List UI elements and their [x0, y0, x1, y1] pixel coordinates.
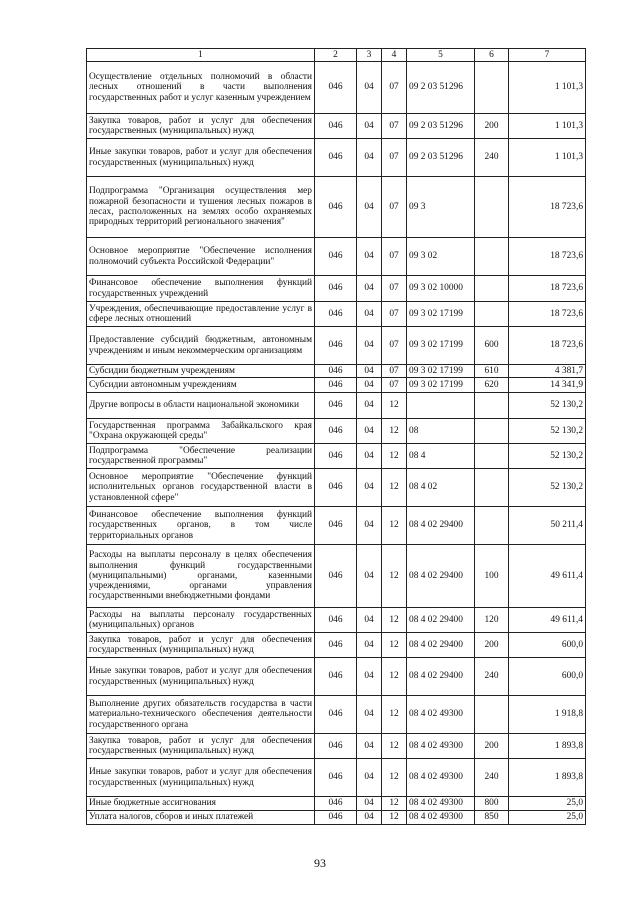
- cell-ministry: 046: [315, 734, 357, 759]
- cell-ministry: 046: [315, 545, 357, 608]
- table-row: [87, 759, 586, 797]
- cell-amount: 1 893,8: [509, 734, 586, 759]
- cell-expense-type: [475, 469, 509, 507]
- cell-target-item: 08 4 02 29400: [407, 608, 475, 633]
- cell-section: 04: [357, 378, 382, 393]
- cell-name: Иные бюджетные ассигнования: [87, 797, 315, 811]
- cell-name: Закупка товаров, работ и услуг для обеспечения государственных (муниципальных) нужд: [87, 114, 315, 139]
- table-row: [87, 139, 586, 177]
- cell-ministry: 046: [315, 365, 357, 378]
- cell-target-item: 09 3 02 17199: [407, 302, 475, 327]
- cell-expense-type: 240: [475, 658, 509, 696]
- cell-ministry: 046: [315, 302, 357, 327]
- table-row: [87, 276, 586, 302]
- cell-name: Подпрограмма "Обеспечение реализации государственной программы": [87, 444, 315, 469]
- cell-amount: 49 611,4: [509, 608, 586, 633]
- cell-ministry: 046: [315, 444, 357, 469]
- cell-ministry: 046: [315, 378, 357, 393]
- cell-subsection: 07: [382, 365, 407, 378]
- cell-target-item: 08: [407, 419, 475, 444]
- cell-expense-type: 850: [475, 811, 509, 825]
- cell-subsection: 12: [382, 658, 407, 696]
- table-body: [87, 62, 586, 825]
- cell-ministry: 046: [315, 327, 357, 365]
- cell-expense-type: 600: [475, 327, 509, 365]
- cell-subsection: 12: [382, 696, 407, 734]
- table-row: [87, 444, 586, 469]
- cell-ministry: 046: [315, 177, 357, 238]
- cell-subsection: 12: [382, 419, 407, 444]
- cell-ministry: 046: [315, 114, 357, 139]
- cell-target-item: 08 4 02 49300: [407, 811, 475, 825]
- cell-amount: 52 130,2: [509, 419, 586, 444]
- cell-amount: 4 381,7: [509, 365, 586, 378]
- cell-name: Учреждения, обеспечивающие предоставление услуг в сфере лесных отношений: [87, 302, 315, 327]
- cell-subsection: 12: [382, 608, 407, 633]
- cell-amount: 25,0: [509, 797, 586, 811]
- cell-section: 04: [357, 62, 382, 114]
- cell-expense-type: 610: [475, 365, 509, 378]
- cell-subsection: 12: [382, 797, 407, 811]
- cell-section: 04: [357, 469, 382, 507]
- cell-amount: 600,0: [509, 658, 586, 696]
- cell-subsection: 07: [382, 114, 407, 139]
- table-row: [87, 633, 586, 658]
- cell-expense-type: 100: [475, 545, 509, 608]
- cell-expense-type: [475, 393, 509, 419]
- cell-section: 04: [357, 545, 382, 608]
- cell-ministry: 046: [315, 759, 357, 797]
- cell-amount: 49 611,4: [509, 545, 586, 608]
- cell-amount: 1 918,8: [509, 696, 586, 734]
- cell-subsection: 07: [382, 139, 407, 177]
- cell-section: 04: [357, 797, 382, 811]
- table-row: [87, 327, 586, 365]
- table-row: [87, 419, 586, 444]
- table-row: [87, 507, 586, 545]
- cell-subsection: 12: [382, 444, 407, 469]
- cell-section: 04: [357, 238, 382, 276]
- cell-section: 04: [357, 276, 382, 302]
- cell-name: Субсидии бюджетным учреждениям: [87, 365, 315, 378]
- cell-section: 04: [357, 608, 382, 633]
- cell-target-item: 08 4 02 29400: [407, 633, 475, 658]
- cell-ministry: 046: [315, 419, 357, 444]
- cell-section: 04: [357, 114, 382, 139]
- cell-name: Расходы на выплаты персоналу в целях обеспечения выполнения функций государственными (муниципальными) органами, казенными учреждениями, органами управления государственными внебюджетными фондами: [87, 545, 315, 608]
- cell-ministry: 046: [315, 633, 357, 658]
- col-header-ministry: 2: [315, 49, 357, 62]
- table-row: [87, 378, 586, 393]
- cell-ministry: 046: [315, 797, 357, 811]
- cell-target-item: 08 4: [407, 444, 475, 469]
- cell-name: Финансовое обеспечение выполнения функций государственных органов, в том числе территориальных органов: [87, 507, 315, 545]
- cell-target-item: 09 3 02 10000: [407, 276, 475, 302]
- cell-ministry: 046: [315, 276, 357, 302]
- cell-expense-type: [475, 302, 509, 327]
- cell-amount: 50 211,4: [509, 507, 586, 545]
- cell-target-item: 09 3 02 17199: [407, 378, 475, 393]
- page-number: 93: [314, 856, 326, 870]
- col-header-target-item: 5: [407, 49, 475, 62]
- cell-name: Государственная программа Забайкальского края "Охрана окружающей среды": [87, 419, 315, 444]
- cell-target-item: 08 4 02 49300: [407, 696, 475, 734]
- cell-amount: 1 893,8: [509, 759, 586, 797]
- cell-section: 04: [357, 419, 382, 444]
- cell-subsection: 12: [382, 734, 407, 759]
- cell-amount: 18 723,6: [509, 302, 586, 327]
- cell-section: 04: [357, 177, 382, 238]
- cell-ministry: 046: [315, 811, 357, 825]
- table-row: [87, 797, 586, 811]
- cell-name: Иные закупки товаров, работ и услуг для обеспечения государственных (муниципальных) нужд: [87, 759, 315, 797]
- table-row: [87, 545, 586, 608]
- table-row: [87, 62, 586, 114]
- col-header-section: 3: [357, 49, 382, 62]
- cell-target-item: 09 3 02 17199: [407, 365, 475, 378]
- col-header-expense-type: 6: [475, 49, 509, 62]
- cell-ministry: 046: [315, 658, 357, 696]
- cell-ministry: 046: [315, 139, 357, 177]
- cell-target-item: 08 4 02 49300: [407, 759, 475, 797]
- cell-amount: 52 130,2: [509, 393, 586, 419]
- cell-amount: 1 101,3: [509, 139, 586, 177]
- cell-name: Закупка товаров, работ и услуг для обеспечения государственных (муниципальных) нужд: [87, 734, 315, 759]
- cell-subsection: 07: [382, 302, 407, 327]
- cell-target-item: 08 4 02 29400: [407, 545, 475, 608]
- cell-expense-type: [475, 238, 509, 276]
- cell-target-item: 09 3 02 17199: [407, 327, 475, 365]
- table-row: [87, 393, 586, 419]
- cell-subsection: 12: [382, 759, 407, 797]
- cell-name: Основное мероприятие "Обеспечение исполнения полномочий субъекта Российской Федерации": [87, 238, 315, 276]
- cell-subsection: 07: [382, 238, 407, 276]
- table-row: [87, 608, 586, 633]
- table-row: [87, 658, 586, 696]
- cell-name: Иные закупки товаров, работ и услуг для обеспечения государственных (муниципальных) нужд: [87, 139, 315, 177]
- cell-name: Уплата налогов, сборов и иных платежей: [87, 811, 315, 825]
- cell-ministry: 046: [315, 507, 357, 545]
- cell-section: 04: [357, 327, 382, 365]
- cell-subsection: 12: [382, 469, 407, 507]
- cell-target-item: 08 4 02 29400: [407, 658, 475, 696]
- header-row: [87, 49, 586, 62]
- cell-expense-type: [475, 507, 509, 545]
- cell-expense-type: 200: [475, 114, 509, 139]
- cell-amount: 18 723,6: [509, 177, 586, 238]
- cell-amount: 18 723,6: [509, 238, 586, 276]
- cell-ministry: 046: [315, 469, 357, 507]
- cell-section: 04: [357, 734, 382, 759]
- cell-amount: 25,0: [509, 811, 586, 825]
- cell-expense-type: [475, 177, 509, 238]
- cell-subsection: 07: [382, 327, 407, 365]
- cell-amount: 600,0: [509, 633, 586, 658]
- cell-name: Предоставление субсидий бюджетным, автономным учреждениям и иным некоммерческим организациям: [87, 327, 315, 365]
- cell-expense-type: 240: [475, 759, 509, 797]
- cell-subsection: 07: [382, 378, 407, 393]
- table-row: [87, 811, 586, 825]
- cell-subsection: 12: [382, 633, 407, 658]
- cell-expense-type: 200: [475, 734, 509, 759]
- cell-expense-type: 200: [475, 633, 509, 658]
- cell-ministry: 046: [315, 238, 357, 276]
- cell-subsection: 12: [382, 507, 407, 545]
- cell-expense-type: 240: [475, 139, 509, 177]
- cell-amount: 1 101,3: [509, 62, 586, 114]
- cell-section: 04: [357, 393, 382, 419]
- cell-amount: 1 101,3: [509, 114, 586, 139]
- cell-ministry: 046: [315, 393, 357, 419]
- cell-target-item: 08 4 02: [407, 469, 475, 507]
- budget-table: [86, 48, 586, 825]
- cell-section: 04: [357, 658, 382, 696]
- table-row: [87, 734, 586, 759]
- cell-target-item: 09 3: [407, 177, 475, 238]
- cell-target-item: 09 2 03 51296: [407, 114, 475, 139]
- cell-expense-type: 620: [475, 378, 509, 393]
- cell-expense-type: [475, 444, 509, 469]
- cell-subsection: 12: [382, 393, 407, 419]
- cell-name: Выполнение других обязательств государства в части материально-технического обеспечения деятельности государственного органа: [87, 696, 315, 734]
- col-header-name: 1: [87, 49, 315, 62]
- cell-ministry: 046: [315, 608, 357, 633]
- cell-section: 04: [357, 139, 382, 177]
- table-row: [87, 469, 586, 507]
- cell-name: Финансовое обеспечение выполнения функций государственных учреждений: [87, 276, 315, 302]
- col-header-subsection: 4: [382, 49, 407, 62]
- cell-subsection: 07: [382, 62, 407, 114]
- cell-section: 04: [357, 633, 382, 658]
- cell-target-item: 08 4 02 49300: [407, 734, 475, 759]
- cell-target-item: 09 2 03 51296: [407, 139, 475, 177]
- cell-name: Основное мероприятие "Обеспечение функций исполнительных органов государственной власти в установленной сфере": [87, 469, 315, 507]
- cell-subsection: 07: [382, 276, 407, 302]
- cell-name: Иные закупки товаров, работ и услуг для обеспечения государственных (муниципальных) нужд: [87, 658, 315, 696]
- cell-section: 04: [357, 302, 382, 327]
- cell-section: 04: [357, 759, 382, 797]
- cell-name: Расходы на выплаты персоналу государственных (муниципальных) органов: [87, 608, 315, 633]
- cell-name: Субсидии автономным учреждениям: [87, 378, 315, 393]
- cell-target-item: 09 2 03 51296: [407, 62, 475, 114]
- cell-amount: 18 723,6: [509, 327, 586, 365]
- cell-name: Подпрограмма "Организация осуществления мер пожарной безопасности и тушения лесных пожаров в лесах, расположенных на землях особо охраняемых природных территорий регионального значения": [87, 177, 315, 238]
- table-row: [87, 177, 586, 238]
- cell-amount: 14 341,9: [509, 378, 586, 393]
- cell-ministry: 046: [315, 62, 357, 114]
- cell-subsection: 12: [382, 545, 407, 608]
- cell-expense-type: [475, 62, 509, 114]
- cell-ministry: 046: [315, 696, 357, 734]
- cell-amount: 18 723,6: [509, 276, 586, 302]
- cell-subsection: 07: [382, 177, 407, 238]
- cell-expense-type: 120: [475, 608, 509, 633]
- cell-target-item: 09 3 02: [407, 238, 475, 276]
- cell-expense-type: [475, 419, 509, 444]
- table-row: [87, 238, 586, 276]
- table-row: [87, 114, 586, 139]
- cell-section: 04: [357, 696, 382, 734]
- col-header-amount: 7: [509, 49, 586, 62]
- cell-expense-type: [475, 276, 509, 302]
- cell-amount: 52 130,2: [509, 444, 586, 469]
- table-row: [87, 302, 586, 327]
- table-row: [87, 696, 586, 734]
- cell-name: Закупка товаров, работ и услуг для обеспечения государственных (муниципальных) нужд: [87, 633, 315, 658]
- cell-target-item: [407, 393, 475, 419]
- cell-subsection: 12: [382, 811, 407, 825]
- cell-section: 04: [357, 811, 382, 825]
- cell-name: Другие вопросы в области национальной экономики: [87, 393, 315, 419]
- cell-section: 04: [357, 444, 382, 469]
- cell-target-item: 08 4 02 49300: [407, 797, 475, 811]
- cell-target-item: 08 4 02 29400: [407, 507, 475, 545]
- cell-expense-type: [475, 696, 509, 734]
- cell-section: 04: [357, 507, 382, 545]
- cell-section: 04: [357, 365, 382, 378]
- cell-amount: 52 130,2: [509, 469, 586, 507]
- table-row: [87, 365, 586, 378]
- cell-name: Осуществление отдельных полномочий в области лесных отношений в части выполнения государственных работ и услуг казенным учреждением: [87, 62, 315, 114]
- cell-expense-type: 800: [475, 797, 509, 811]
